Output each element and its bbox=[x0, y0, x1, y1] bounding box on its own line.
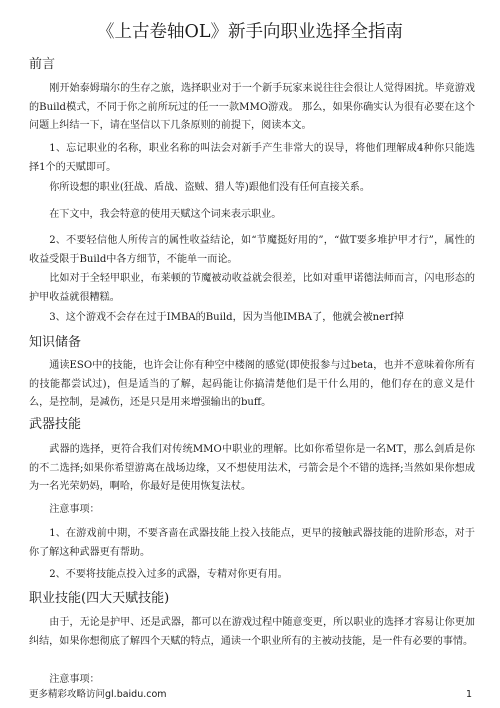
paragraph: 1、忘记职业的名称，职业名称的叫法会对新手产生非常大的误导，将他们理解成4种你只能选择1个的天赋即可。 bbox=[29, 143, 475, 173]
paragraph: 通读ESO中的技能，也许会让你有种空中楼阁的感觉(即使报参与过beta，也并不意味着你所有的技能都尝试过)，但是适当的了解，起码能让你搞清楚他们是干什么用的，他们存在的意义是什么，是控制，是减伤，还是只是用来增强输出的buff。 bbox=[29, 360, 475, 409]
section-heading-knowledge: 知识储备 bbox=[29, 335, 82, 350]
section-heading-weapon-skills: 武器技能 bbox=[29, 417, 82, 432]
document-title: 《上古卷轴OL》新手向职业选择全指南 bbox=[97, 22, 403, 42]
paragraph: 刚开始泰姆瑞尔的生存之旅，选择职业对于一个新手玩家来说往往会很让人觉得困扰。毕竟游戏的Build模式，不同于你之前所玩过的任一一款MMO游戏。 那么，如果你确实认为很有必要在这个问题上纠结一下，请在坚信以下几条原则的前提下，阅读本文。 bbox=[29, 83, 475, 132]
paragraph: 比如对于全轻甲职业，布莱顿的节魔被动收益就会很差，比如对重甲诺德法师而言，闪电形态的护甲收益就很糟糕。 bbox=[29, 273, 475, 303]
paragraph: 注意事项： bbox=[49, 674, 100, 685]
paragraph: 武器的选择，更符合我们对传统MMO中职业的理解。比如你希望你是一名MT，那么剑盾是你的不二选择;如果你希望游离在战场边缘，又不想使用法术，弓箭会是个不错的选择;当然如果你想成为一名光荣奶妈，啊哈，你最好是使用恢复法杖。 bbox=[29, 444, 475, 493]
paragraph: 你所设想的职业(狂战、盾战、盗贼、猎人等)跟他们没有任何直接关系。 bbox=[49, 182, 370, 193]
footer-link-text[interactable]: 更多精彩攻略访问gl.baidu.com bbox=[29, 689, 167, 700]
paragraph: 注意事项： bbox=[49, 504, 100, 515]
section-heading-preface: 前言 bbox=[29, 57, 56, 72]
paragraph: 2、不要将技能点投入过多的武器，专精对你更有用。 bbox=[49, 569, 288, 580]
paragraph: 1、在游戏前中期，不要吝啬在武器技能上投入技能点，更早的接触武器技能的进阶形态，对于你了解这种武器更有帮助。 bbox=[29, 528, 475, 558]
paragraph: 2、不要轻信他人所传言的属性收益结论，如“节魔挺好用的”，“做T要多堆护甲才行”，属性的收益受限于Build中各方细节，不能单一而论。 bbox=[29, 235, 475, 265]
paragraph: 由于，无论是护甲、还是武器，都可以在游戏过程中随意变更，所以职业的选择才容易让你更加纠结，如果你想彻底了解四个天赋的特点，通读一个职业所有的主被动技能，是一件有必要的事情。 bbox=[29, 617, 475, 647]
section-heading-class-skills: 职业技能(四大天赋技能) bbox=[29, 591, 170, 606]
paragraph: 3、这个游戏不会存在过于IMBA的Build，因为当他IMBA了，他就会被nerf掉 bbox=[49, 312, 404, 323]
paragraph: 在下文中，我会特意的使用天赋这个词来表示职业。 bbox=[49, 209, 282, 220]
page-number: 1 bbox=[465, 689, 472, 700]
